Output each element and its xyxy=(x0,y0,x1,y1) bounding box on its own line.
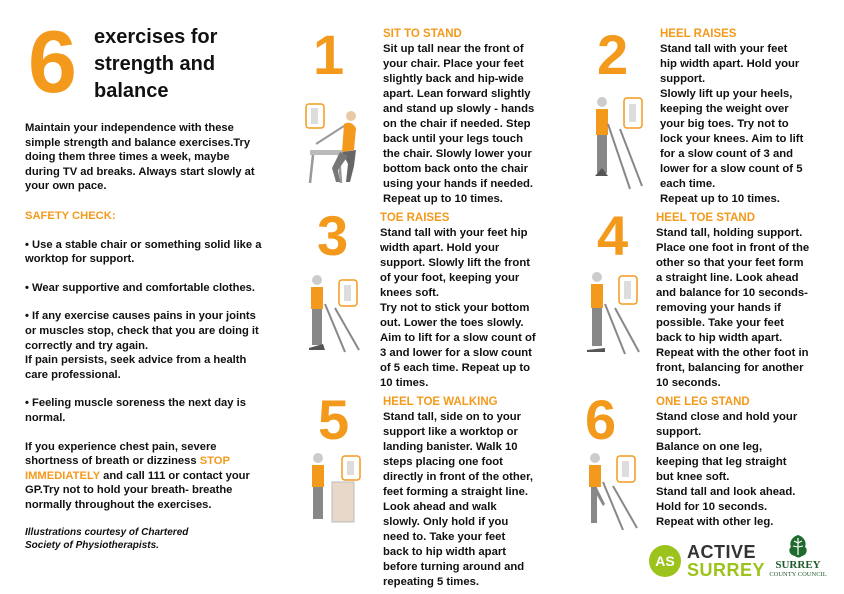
exercise-1-title: SIT TO STAND xyxy=(383,28,462,40)
page-title xyxy=(94,24,217,105)
active-surrey-wordmark xyxy=(687,543,765,579)
safety-bullet-pain-advice: If pain persists, seek advice from a health care professional. xyxy=(25,354,247,381)
intro-text: Maintain your independence with these simple strength and balance exercises.Try doing them three times a week, maybe during TV ad breaks. Always start slowly at your own pace. xyxy=(25,122,255,193)
exercise-1-text: Sit up tall near the front of your chair. Place your feet slightly back and hip-wide apart. Lean forward slightly and stand up slowly - hands on the chair if needed. Step back until your legs touch the chair. Slowly lower your bottom back onto the chair using your hands if needed. Repeat up to 10 times. xyxy=(383,43,535,205)
exercise-6-text: Stand close and hold your support. Balance on one leg, keeping that leg straight but knee soft. Stand tall and look ahead. Hold for 10 seconds. Repeat with other leg. xyxy=(656,411,798,528)
exercise-3-number: 3 xyxy=(317,204,349,267)
heel-toe-stand-illustration xyxy=(583,270,643,356)
toe-raises-illustration xyxy=(305,274,365,354)
chest-pain-text: If you experience chest pain, severe shortness of breath or dizziness xyxy=(25,440,217,468)
exercise-3-text: Stand tall with your feet hip width apart. Hold your support. Slowly lift the front of your foot, keeping your knees soft. Try not to stick your bottom out. Lower the toes slowly. Aim to lift for a slow count of 3 and lower for a slow count of 5 each time. Repeat up to 10 times. xyxy=(380,227,536,389)
safety-bullet-clothes: • Wear supportive and comfortable clothes. xyxy=(25,281,255,294)
exercise-2-title: HEEL RAISES xyxy=(660,28,737,40)
title-line-1: exercises for xyxy=(94,26,218,48)
active-surrey-logo xyxy=(649,542,766,580)
stop-immediately-text: STOP IMMEDIATELY xyxy=(25,455,230,482)
exercise-6-number: 6 xyxy=(585,388,617,451)
one-leg-stand-illustration xyxy=(583,452,643,532)
active-word: ACTIVE xyxy=(687,542,757,562)
exercise-5-text: Stand tall, side on to your support like a worktop or landing banister. Walk 10 steps placing one foot directly in front of the other, feet forming a straight line. Look ahead and walk slowly. Only hold if you need to. Take your feet back to hip width apart before turning around and repeating 5 times. xyxy=(383,411,534,588)
active-surrey-mark: AS xyxy=(649,545,681,577)
surrey-wordmark: SURREY xyxy=(775,559,821,571)
header-big-number: 6 xyxy=(28,12,77,111)
chest-pain-text-end: and call 111 or contact your GP.Try not to hold your breath- breathe normally throughout the exercises. xyxy=(25,469,250,511)
safety-bullet-pain: • If any exercise causes pains in your joints or muscles stop, check that you are doing it correctly and try again. xyxy=(25,310,259,352)
safety-heading: SAFETY CHECK: xyxy=(25,209,116,222)
heel-raises-illustration xyxy=(590,94,650,194)
surrey-county-council-logo xyxy=(768,533,828,585)
surrey-word: SURREY xyxy=(687,560,766,580)
exercise-4-text: Stand tall, holding support. Place one foot in front of the other so that your feet form a straight line. Look ahead and balance for 10 seconds- removing your hands if possible. Take your feet back to hip width apart. Repeat with the other foot in front, balancing for another 10 seconds. xyxy=(656,227,810,389)
safety-bullet-soreness: • Feeling muscle soreness the next day is normal. xyxy=(25,397,246,424)
county-council-wordmark: COUNTY COUNCIL xyxy=(769,571,827,578)
exercise-3-title: TOE RAISES xyxy=(380,212,450,224)
oak-leaf-icon xyxy=(785,533,811,559)
exercise-6-title: ONE LEG STAND xyxy=(656,396,750,408)
exercise-1-number: 1 xyxy=(313,23,345,86)
illustration-credit: Illustrations courtesy of Chartered Society of Physiotherapists. xyxy=(25,527,189,552)
title-line-3: balance xyxy=(94,80,169,102)
safety-bullet-chair: • Use a stable chair or something solid like a worktop for support. xyxy=(25,238,262,266)
title-line-2: strength and xyxy=(94,53,216,75)
sit-to-stand-illustration xyxy=(304,98,374,188)
exercise-2-text: Stand tall with your feet hip width apart. Hold your support. Slowly lift up your heels, keeping the weight over your big toes. Try not to lock your knees. Aim to lift for a slow count of 3 and lower for a slow count of 5 each time. Repeat up to 10 times. xyxy=(660,43,804,205)
chest-pain-warning xyxy=(25,440,263,513)
exercise-5-number: 5 xyxy=(318,388,350,451)
heel-toe-walking-illustration xyxy=(306,452,368,526)
left-column xyxy=(25,121,263,552)
exercise-5-title: HEEL TOE WALKING xyxy=(383,396,498,408)
exercise-4-number: 4 xyxy=(597,204,629,267)
exercise-4-title: HEEL TOE STAND xyxy=(656,212,756,224)
exercise-2-number: 2 xyxy=(597,23,629,86)
